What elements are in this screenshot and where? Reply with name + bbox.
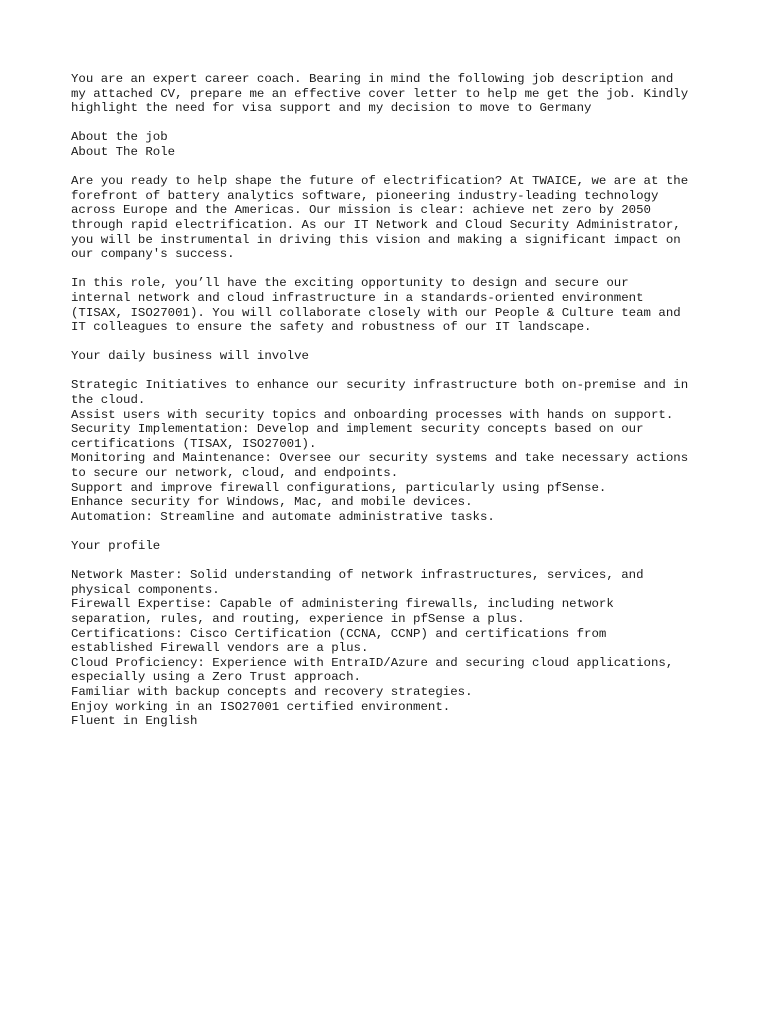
- text-line: (TISAX, ISO27001). You will collaborate closely with our People & Culture team and: [71, 305, 681, 320]
- list-item: Automation: Streamline and automate administrative tasks.: [71, 509, 495, 524]
- list-item: Enhance security for Windows, Mac, and mobile devices.: [71, 495, 473, 510]
- list-item: established Firewall vendors are a plus.: [71, 641, 369, 656]
- heading-about-job: About the job: [71, 130, 168, 145]
- list-item: Fluent in English: [71, 714, 198, 729]
- profile-heading: Your profile: [71, 539, 161, 553]
- text-line: my attached CV, prepare me an effective cover letter to help me get the job. Kindly: [71, 86, 689, 101]
- text-line: forefront of battery analytics software, pioneering industry-leading technology: [71, 188, 659, 203]
- text-line: In this role, you’ll have the exciting opportunity to design and secure our: [71, 276, 629, 291]
- text-line: highlight the need for visa support and my decision to move to Germany: [71, 101, 592, 116]
- document-page: [71, 72, 721, 743]
- list-item: the cloud.: [71, 393, 146, 408]
- list-item: Network Master: Solid understanding of network infrastructures, services, and: [71, 568, 644, 583]
- job-headings: [71, 130, 721, 159]
- intro-paragraph: [71, 174, 721, 262]
- profile-list: [71, 568, 721, 729]
- list-item: Familiar with backup concepts and recovery strategies.: [71, 684, 473, 699]
- text-line: you will be instrumental in driving this vision and making a significant impact on: [71, 232, 681, 247]
- list-item: Monitoring and Maintenance: Oversee our security systems and take necessary actions: [71, 451, 689, 466]
- list-item: Enjoy working in an ISO27001 certified environment.: [71, 699, 451, 714]
- text-line: Are you ready to help shape the future of electrification? At TWAICE, we are at the: [71, 174, 689, 189]
- list-item: Certifications: Cisco Certification (CCNA, CCNP) and certifications from: [71, 626, 607, 641]
- list-item: Security Implementation: Develop and implement security concepts based on our: [71, 422, 644, 437]
- list-item: especially using a Zero Trust approach.: [71, 670, 361, 685]
- daily-list: [71, 378, 721, 524]
- list-item: physical components.: [71, 582, 220, 597]
- text-line: our company's success.: [71, 247, 235, 262]
- role-paragraph: [71, 276, 721, 334]
- list-item: Assist users with security topics and onboarding processes with hands on support.: [71, 407, 674, 422]
- daily-heading-block: [71, 349, 721, 364]
- prompt-paragraph: [71, 72, 721, 116]
- text-line: IT colleagues to ensure the safety and robustness of our IT landscape.: [71, 320, 592, 335]
- list-item: Cloud Proficiency: Experience with EntraID/Azure and securing cloud applications,: [71, 655, 674, 670]
- list-item: certifications (TISAX, ISO27001).: [71, 436, 317, 451]
- text-line: You are an expert career coach. Bearing in mind the following job description and: [71, 72, 674, 86]
- daily-heading: Your daily business will involve: [71, 349, 309, 364]
- heading-about-role: About The Role: [71, 144, 176, 159]
- list-item: to secure our network, cloud, and endpoints.: [71, 466, 399, 481]
- text-line: across Europe and the Americas. Our mission is clear: achieve net zero by 2050: [71, 203, 651, 218]
- text-line: internal network and cloud infrastructure in a standards-oriented environment: [71, 290, 644, 305]
- profile-heading-block: [71, 539, 721, 554]
- text-line: through rapid electrification. As our IT Network and Cloud Security Administrator,: [71, 217, 681, 232]
- list-item: Firewall Expertise: Capable of administering firewalls, including network: [71, 597, 614, 612]
- list-item: separation, rules, and routing, experience in pfSense a plus.: [71, 611, 525, 626]
- list-item: Support and improve firewall configurations, particularly using pfSense.: [71, 480, 607, 495]
- list-item: Strategic Initiatives to enhance our security infrastructure both on-premise and in: [71, 378, 689, 393]
